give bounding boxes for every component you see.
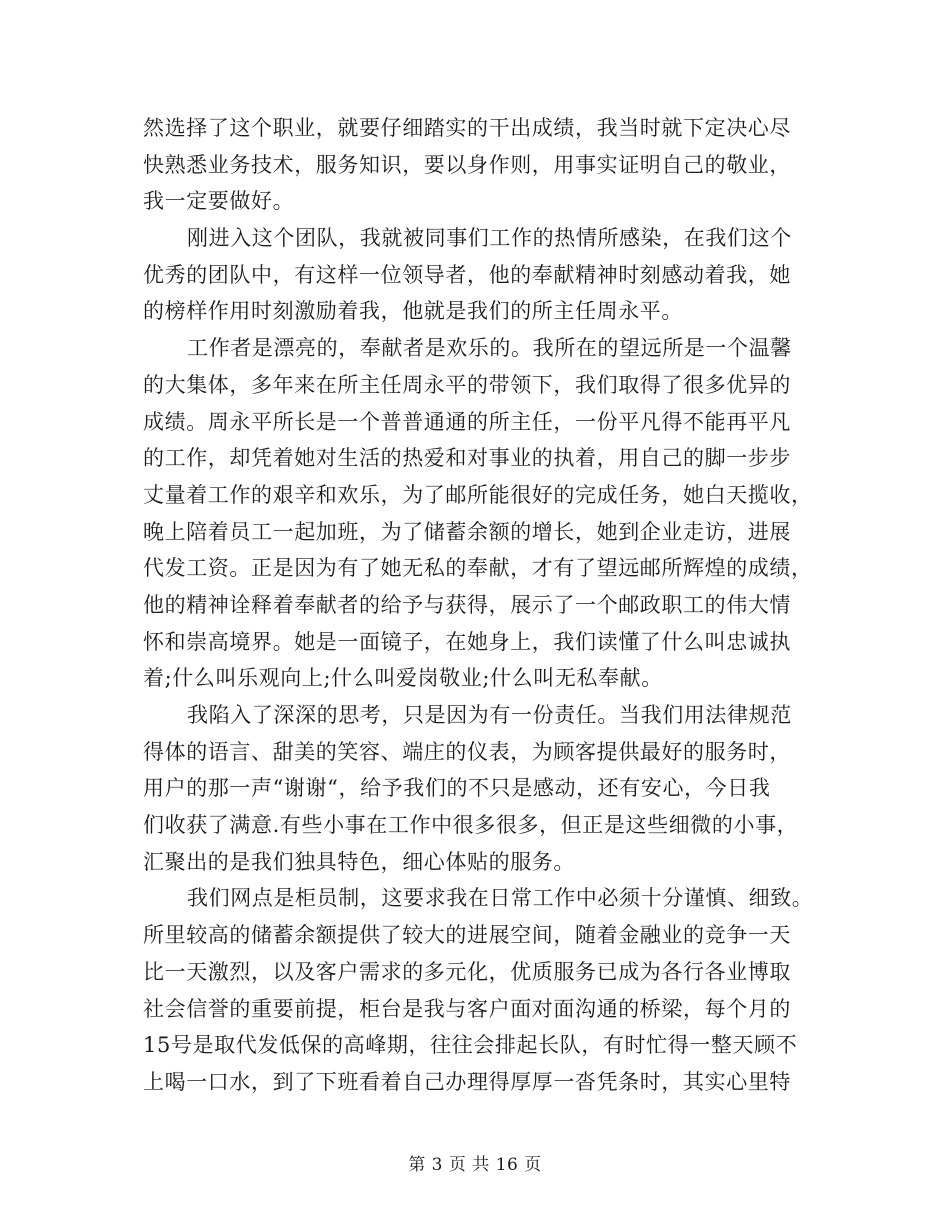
text-line: 们收获了满意.有些小事在工作中很多很多，但正是这些细微的小事，: [143, 813, 799, 838]
document-body: [143, 110, 863, 1101]
paragraph: [143, 697, 863, 880]
text-line: 的大集体，多年来在所主任周永平的带领下，我们取得了很多优异的: [143, 372, 791, 397]
paragraph-continued: [143, 110, 863, 220]
page-number-footer: 第 3 页 共 16 页: [408, 1155, 542, 1175]
text-line: 我陷入了深深的思考，只是因为有一份责任。当我们用法律规范: [187, 703, 792, 727]
text-line: 的工作，却凭着她对生活的热爱和对事业的执着，用自己的脚一步步: [143, 446, 791, 471]
text-line: 怀和崇高境界。她是一面镜子，在她身上，我们读懂了什么叫忠诚执: [143, 629, 791, 654]
text-line: 的榜样作用时刻激励着我，他就是我们的所主任周永平。: [143, 299, 683, 324]
text-line: 然选择了这个职业，就要仔细踏实的干出成绩，我当时就下定决心尽: [143, 116, 791, 140]
text-line: 刚进入这个团队，我就被同事们工作的热情所感染，在我们这个: [187, 226, 792, 251]
text-line: 快熟悉业务技术，服务知识，要以身作则，用事实证明自己的敬业，: [143, 152, 791, 177]
text-line: 用户的那一声“谢谢“，给予我们的不只是感动，还有安心，今日我: [143, 776, 771, 801]
text-line: 得体的语言、甜美的笑容、端庄的仪表，为顾客提供最好的服务时，: [143, 739, 791, 764]
text-line: 晚上陪着员工一起加班，为了储蓄余额的增长，她到企业走访，进展: [143, 519, 791, 544]
text-line: 着;什么叫乐观向上;什么叫爱岗敬业;什么叫无私奉献。: [143, 666, 663, 691]
text-line: 上喝一口水，到了下班看着自己办理得厚厚一沓凭条时，其实心里特: [143, 1069, 791, 1094]
paragraph: [143, 330, 863, 697]
text-line: 优秀的团队中，有这样一位领导者，他的奉献精神时刻感动着我，她: [143, 262, 791, 287]
text-line: 汇聚出的是我们独具特色，细心体贴的服务。: [143, 849, 575, 874]
text-line: 他的精神诠释着奉献者的给予与获得，展示了一个邮政职工的伟大情: [143, 592, 791, 617]
text-line: 所里较高的储蓄余额提供了较大的进展空间，随着金融业的竞争一天: [143, 923, 791, 948]
text-line: 工作者是漂亮的，奉献者是欢乐的。我所在的望远所是一个温馨: [187, 336, 792, 361]
text-line: 我们网点是柜员制，这要求我在日常工作中必须十分谨慎、细致。: [187, 886, 814, 911]
text-line: 成绩。周永平所长是一个普普通通的所主任，一份平凡得不能再平凡: [143, 409, 791, 434]
text-line: 丈量着工作的艰辛和欢乐，为了邮所能很好的完成任务，她白天揽收，: [143, 482, 813, 507]
text-line: 社会信誉的重要前提，柜台是我与客户面对面沟通的桥梁，每个月的: [143, 996, 791, 1021]
text-line: 代发工资。正是因为有了她无私的奉献，才有了望远邮所辉煌的成绩，: [143, 556, 813, 581]
text-line: 比一天激烈，以及客户需求的多元化，优质服务已成为各行各业博取: [143, 959, 791, 984]
paragraph: [143, 220, 863, 330]
text-line: 我一定要做好。: [143, 189, 295, 214]
text-line: 15号是取代发低保的高峰期，往往会排起长队，有时忙得一整天顾不: [143, 1033, 798, 1058]
paragraph: [143, 880, 863, 1100]
